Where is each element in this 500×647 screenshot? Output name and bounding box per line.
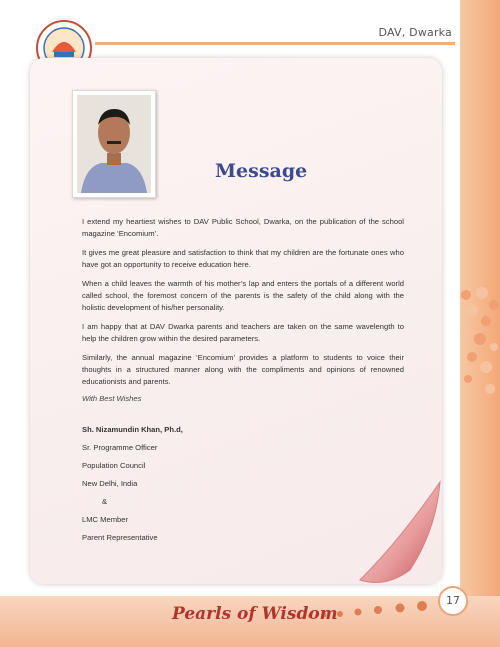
signatory-name: Sh. Nizamundin Khan, Ph.d, xyxy=(82,425,183,434)
message-body xyxy=(82,216,404,395)
signatory-role: LMC Member xyxy=(82,515,128,524)
school-label: DAV, Dwarka xyxy=(378,26,452,39)
closing-line: With Best Wishes xyxy=(82,394,142,403)
side-dot-pattern xyxy=(454,285,500,405)
footer-title: Pearls of Wisdom xyxy=(172,604,338,624)
page-number: 17 xyxy=(438,586,468,616)
signatory-organization: Population Council xyxy=(82,461,146,470)
message-paragraph: I am happy that at DAV Dwarka parents and teachers are taken on the same wavelength to help the children grow within the desired parameters. xyxy=(82,321,404,344)
signature-block xyxy=(82,424,282,550)
header-rule xyxy=(95,42,455,45)
message-paragraph: I extend my heartiest wishes to DAV Public School, Dwarka, on the publication of the school magazine ‘Encomium’. xyxy=(82,217,404,239)
signatory-ampersand: & xyxy=(102,497,108,506)
page-curl-decoration xyxy=(340,470,460,600)
author-photo xyxy=(72,90,156,198)
signatory-role-detail: Parent Representative xyxy=(82,533,158,542)
signatory-location: New Delhi, India xyxy=(82,479,138,488)
message-title: Message xyxy=(215,160,308,182)
message-paragraph: It gives me great pleasure and satisfaction to think that my children are the fortunate ones who have got an opportunity to receive education here. xyxy=(82,247,404,270)
message-paragraph: When a child leaves the warmth of his mother’s lap and enters the portals of a different world called school, the foremost concern of the parents is the safety of the child along with the holistic development of his/her personality. xyxy=(82,278,404,313)
signatory-title: Sr. Programme Officer xyxy=(82,443,158,452)
message-paragraph: Similarly, the annual magazine ‘Encomium’ provides a platform to students to voice their thoughts in a structured manner along with the compliments and opinions of renowned educationists and parents. xyxy=(82,352,404,387)
